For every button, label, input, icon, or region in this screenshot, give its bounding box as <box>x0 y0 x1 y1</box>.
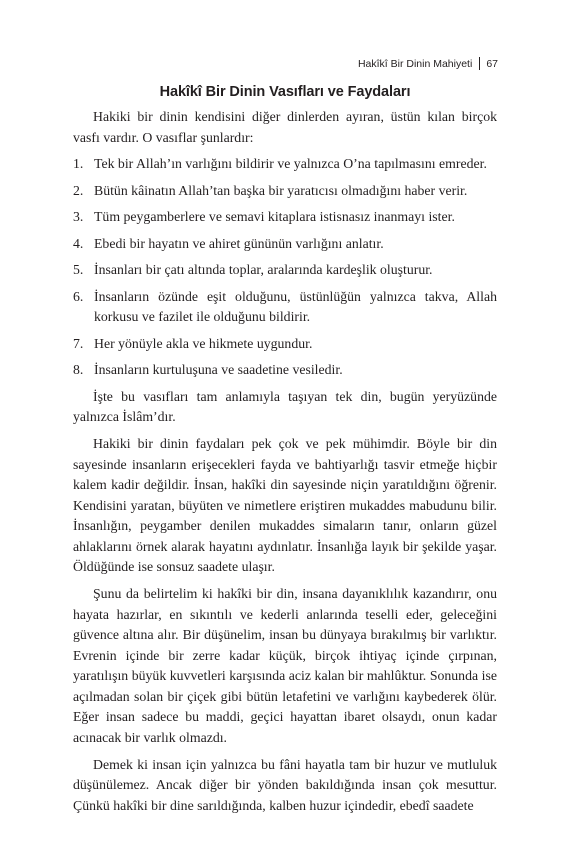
list-item-text: İnsanların özünde eşit olduğunu, üstünlüğün yalnızca takva, Allah korkusu ve fazilet ile olduğunu bildirir. <box>94 288 497 324</box>
paragraph-conclusion: Demek ki insan için yalnızca bu fâni hayatla tam bir huzur ve mutluluk düşünülemez. Ancak diğer bir yönden bakıldığında insan çok mesuttur. Çünkü hakîki bir dine sarıldığında, kalben huzur içindedir, ebedî saadete <box>73 756 497 813</box>
list-item-text: Tüm peygamberlere ve semavi kitaplara istisnasız inanmayı ister. <box>94 209 455 224</box>
running-title: Hakîkî Bir Dinin Mahiyeti <box>357 57 473 70</box>
list-item-text: Her yönüyle akla ve hikmete uygundur. <box>94 335 313 351</box>
list-item-number: 6. <box>73 288 84 304</box>
list-item-number: 5. <box>73 262 84 277</box>
list-item-text: İnsanları bir çatı altında toplar, aralarında kardeşlik oluşturur. <box>94 262 433 277</box>
list-item-text: İnsanların kurtuluşuna ve saadetine vesiledir. <box>94 362 343 377</box>
running-header <box>358 57 498 70</box>
list-item <box>73 334 497 355</box>
section-title: Hakîkî Bir Dinin Vasıfları ve Faydaları <box>159 84 411 100</box>
list-item <box>73 234 497 255</box>
body-text <box>73 107 497 816</box>
paragraph-resilience: Şunu da belirtelim ki hakîki bir din, insana dayanıklılık kazandırır, onu hayata hazırlar, en sıkıntılı ve kederli anlarında teselli eder, geleceğini güvence altına alır. Bir düşünelim, insan bu dünyaya bırakılmış bir varlıktır. Evrenin içinde bir zerre kadar küçük, birçok ihtiyaç içinde çırpınan, yaratılışın büyük kuvvetleri karşısında aciz kalan bir mahlûktur. Sonunda ise açılmadan solan bir çiçek gibi bütün letafetini ve varlığını kaybederek ölür. Eğer insan sadece bu maddi, geçici hayattan ibaret olsaydı, onun kadar acınacak bir varlık olmazdı. <box>73 586 497 745</box>
list-item-text: Ebedi bir hayatın ve ahiret gününün varlığını anlatır. <box>94 235 384 251</box>
list-item <box>73 360 497 381</box>
list-item-number: 1. <box>73 156 84 171</box>
list-item-number: 8. <box>73 362 84 377</box>
list-item-text: Tek bir Allah’ın varlığını bildirir ve yalnızca O’na tapılmasını emreder. <box>94 156 487 171</box>
attributes-list <box>73 154 497 381</box>
list-item <box>73 207 497 228</box>
list-item <box>73 181 497 202</box>
list-item <box>73 287 497 328</box>
list-item <box>73 154 497 175</box>
list-item-number: 7. <box>73 335 84 351</box>
intro-paragraph: Hakiki bir dinin kendisini diğer dinlerden ayıran, üstün kılan birçok vasfı vardır. O vasıflar şunlardır: <box>73 109 497 145</box>
paragraph-benefits: Hakiki bir dinin faydaları pek çok ve pek mühimdir. Böyle bir din sayesinde insanların erişecekleri fayda ve bahtiyarlığı tasvir etmeğe hiçbir kalem kadir değildir. İnsan, hakîki din sayesinde niçin yaratıldığını öğrenir. Kendisini yaratan, büyüten ve nimetlere eriştiren mukaddes mabudunu bilir. İnsanlığın, peygamber denilen mukaddes simaların tanır, onların güzel ahlaklarını örnek alarak hayatını aydınlatır. İnsanlığa layık bir şekilde yaşar. Öldüğünde ise sonsuz saadete ulaşır. <box>73 436 497 574</box>
list-item-number: 4. <box>73 235 84 251</box>
header-divider <box>479 57 480 70</box>
list-item-number: 2. <box>73 182 84 198</box>
paragraph-islam: İşte bu vasıfları tam anlamıyla taşıyan tek din, bugün yeryüzünde yalnızca İslâm’dır. <box>73 388 497 424</box>
list-item <box>73 260 497 281</box>
list-item-text: Bütün kâinatın Allah’tan başka bir yaratıcısı olmadığını haber verir. <box>94 182 468 198</box>
page-number: 67 <box>486 57 498 70</box>
list-item-number: 3. <box>73 209 84 224</box>
